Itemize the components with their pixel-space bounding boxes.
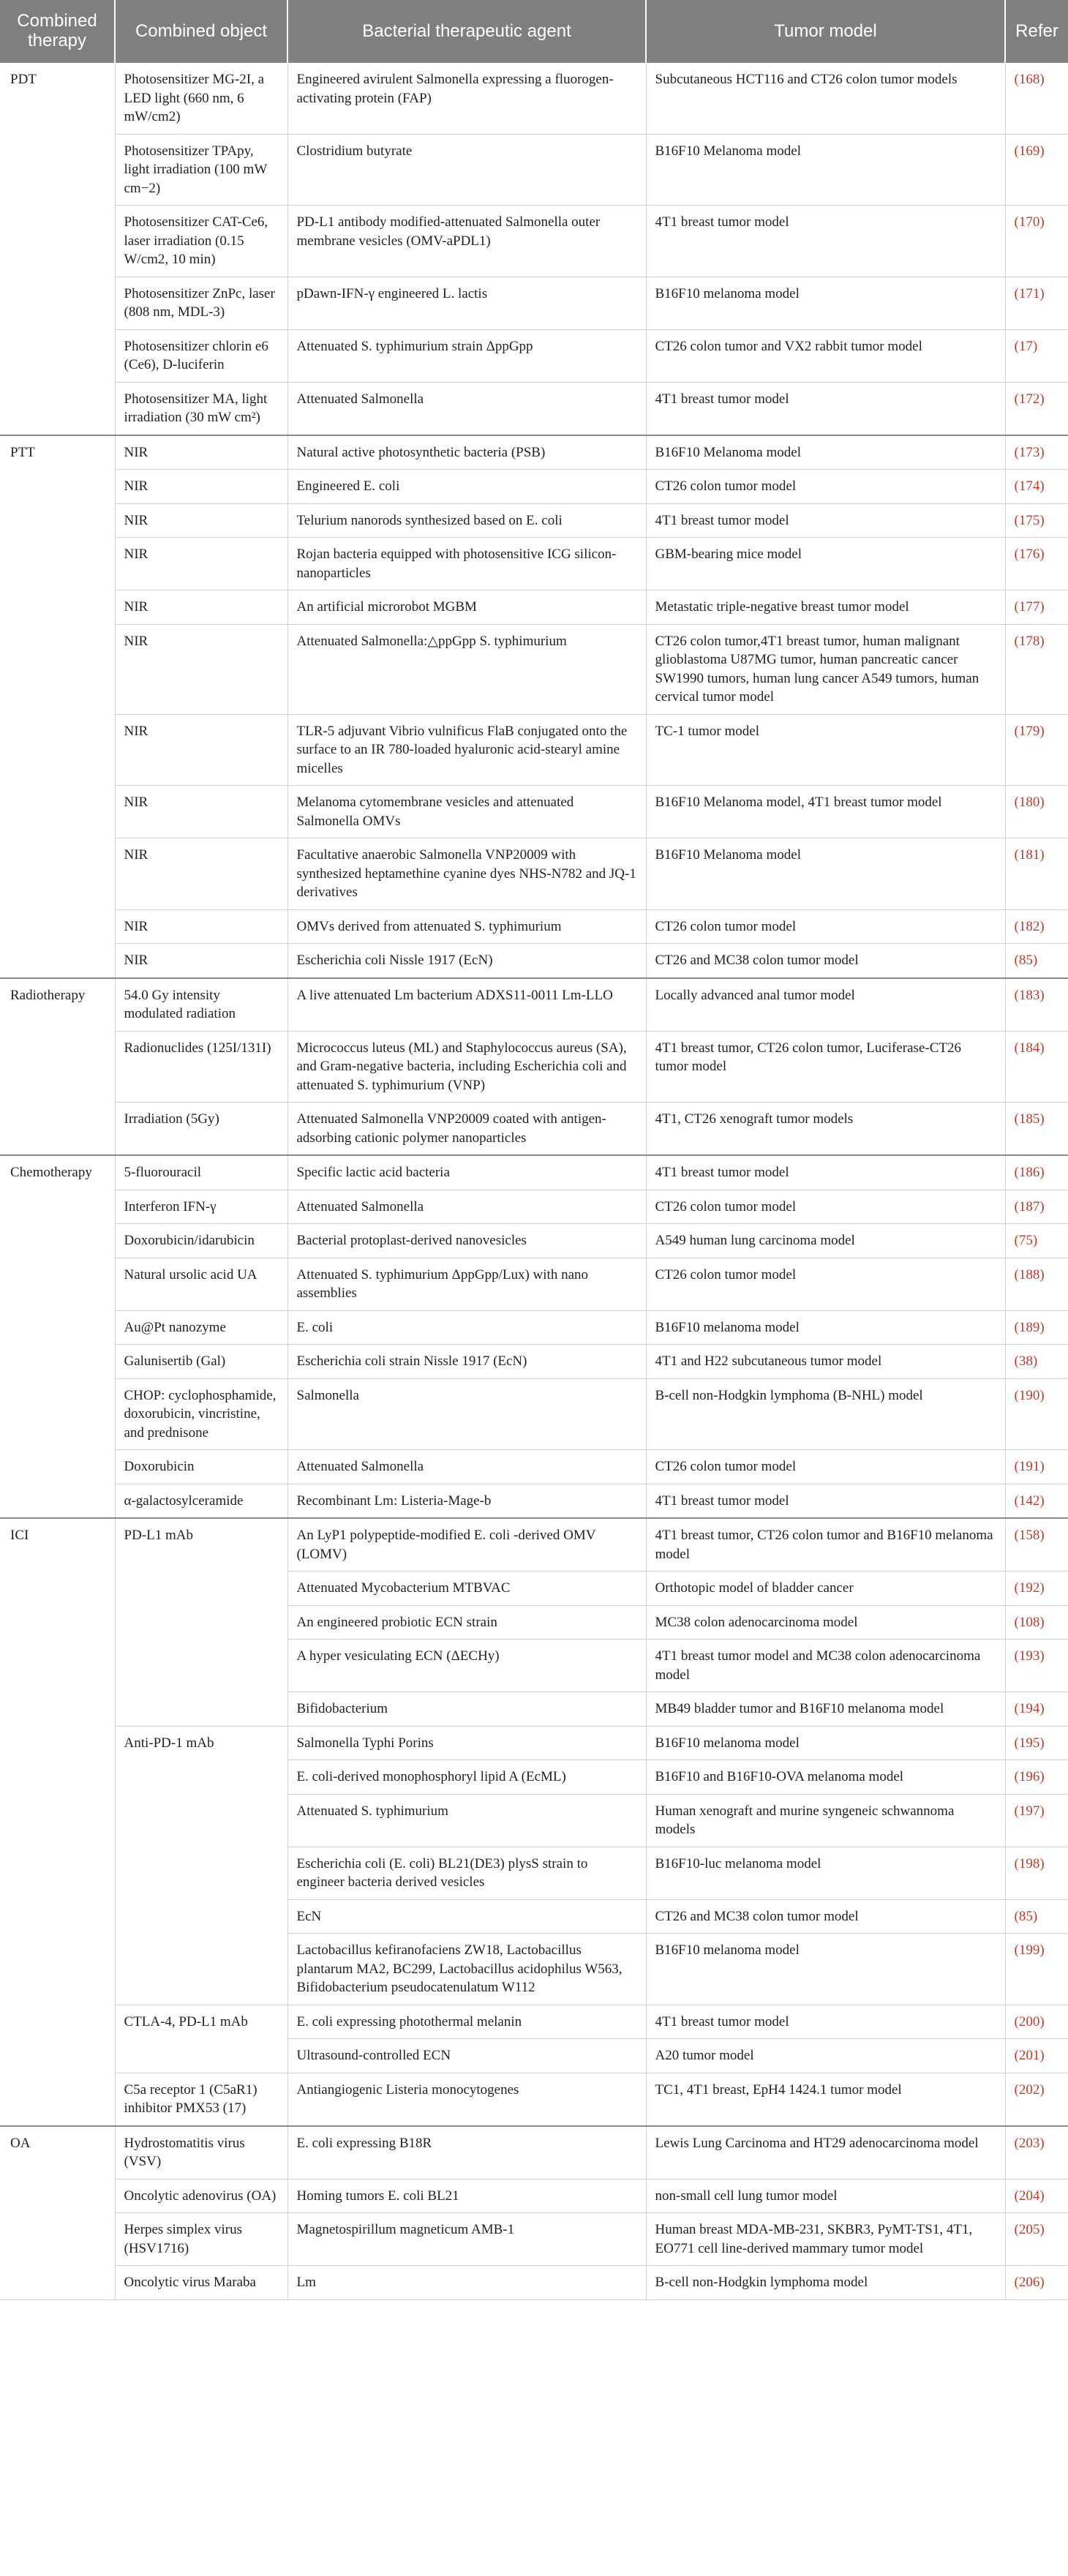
tumor-model-cell: A549 human lung carcinoma model <box>646 1224 1005 1258</box>
bacterial-agent-cell: Facultative anaerobic Salmonella VNP20009 with synthesized heptamethine cyanine dyes NHS-N782 and JQ-1 derivatives <box>287 838 646 910</box>
combined-object-cell: Oncolytic virus Maraba <box>115 2266 287 2300</box>
combined-object-cell: 5-fluorouracil <box>115 1155 287 1190</box>
bacterial-agent-cell: Attenuated Salmonella <box>287 382 646 435</box>
reference-link[interactable]: (198) <box>1005 1847 1068 1899</box>
bacterial-agent-cell: Attenuated Salmonella VNP20009 coated with antigen-adsorbing cationic polymer nanoparticles <box>287 1103 646 1156</box>
bacterial-agent-cell: Bifidobacterium <box>287 1692 646 1727</box>
combined-object-cell: NIR <box>115 786 287 838</box>
table-row <box>0 786 1068 838</box>
combined-therapy-cell: ICI <box>0 1518 115 2126</box>
header-tumor-model: Tumor model <box>646 0 1005 62</box>
combined-object-cell: Photosensitizer ZnPc, laser (808 nm, MDL-3) <box>115 277 287 329</box>
bacterial-agent-cell: Magnetospirillum magneticum AMB-1 <box>287 2213 646 2266</box>
bacterial-agent-cell: Recombinant Lm: Listeria-Mage-b <box>287 1484 646 1518</box>
tumor-model-cell: Subcutaneous HCT116 and CT26 colon tumor models <box>646 62 1005 134</box>
table-row <box>0 909 1068 944</box>
combined-object-cell: PD-L1 mAb <box>115 1518 287 1726</box>
bacterial-agent-cell: Specific lactic acid bacteria <box>287 1155 646 1190</box>
bacterial-agent-cell: Salmonella Typhi Porins <box>287 1726 646 1760</box>
combined-object-cell: Irradiation (5Gy) <box>115 1103 287 1156</box>
reference-link[interactable]: (188) <box>1005 1258 1068 1310</box>
table-row <box>0 2005 1068 2039</box>
bacterial-agent-cell: Escherichia coli Nissle 1917 (EcN) <box>287 944 646 978</box>
reference-link[interactable]: (195) <box>1005 1726 1068 1760</box>
bacterial-agent-cell: Micrococcus luteus (ML) and Staphylococcus aureus (SA), and Gram-negative bacteria, including Escherichia coli and attenuated S. typhimurium (VNP) <box>287 1031 646 1103</box>
combined-object-cell: Photosensitizer TPApy, light irradiation (100 mW cm−2) <box>115 134 287 206</box>
bacterial-agent-cell: A live attenuated Lm bacterium ADXS11-0011 Lm-LLO <box>287 978 646 1032</box>
tumor-model-cell: Metastatic triple-negative breast tumor model <box>646 590 1005 625</box>
tumor-model-cell: CT26 colon tumor model <box>646 1190 1005 1224</box>
tumor-model-cell: 4T1 breast tumor model and MC38 colon adenocarcinoma model <box>646 1640 1005 1692</box>
bacterial-agent-cell: Bacterial protoplast-derived nanovesicles <box>287 1224 646 1258</box>
bacterial-agent-cell: Homing tumors E. coli BL21 <box>287 2179 646 2213</box>
table-row <box>0 538 1068 590</box>
tumor-model-cell: MC38 colon adenocarcinoma model <box>646 1605 1005 1640</box>
bacterial-agent-cell: Attenuated Mycobacterium MTBVAC <box>287 1571 646 1606</box>
bacterial-agent-cell: Attenuated S. typhimurium strain ΔppGpp <box>287 329 646 382</box>
tumor-model-cell: 4T1 and H22 subcutaneous tumor model <box>646 1345 1005 1379</box>
tumor-model-cell: CT26 and MC38 colon tumor model <box>646 1899 1005 1934</box>
combined-object-cell: Radionuclides (125I/131I) <box>115 1031 287 1103</box>
bacterial-agent-cell: A hyper vesiculating ECN (ΔECHy) <box>287 1640 646 1692</box>
bacterial-agent-cell: Natural active photosynthetic bacteria (PSB) <box>287 435 646 470</box>
combined-object-cell: Anti-PD-1 mAb <box>115 1726 287 2005</box>
reference-link[interactable]: (194) <box>1005 1692 1068 1727</box>
combined-object-cell: α-galactosylceramide <box>115 1484 287 1518</box>
tumor-model-cell: B16F10-luc melanoma model <box>646 1847 1005 1899</box>
combined-object-cell: Photosensitizer MG-2I, a LED light (660 nm, 6 mW/cm2) <box>115 62 287 134</box>
combined-object-cell: Photosensitizer MA, light irradiation (30 mW cm²) <box>115 382 287 435</box>
combined-object-cell: NIR <box>115 503 287 538</box>
combined-object-cell: Doxorubicin/idarubicin <box>115 1224 287 1258</box>
bacterial-agent-cell: Engineered avirulent Salmonella expressing a fluorogen-activating protein (FAP) <box>287 62 646 134</box>
tumor-model-cell: B16F10 Melanoma model <box>646 435 1005 470</box>
tumor-model-cell: non-small cell lung tumor model <box>646 2179 1005 2213</box>
reference-link[interactable]: (193) <box>1005 1640 1068 1692</box>
table-row <box>0 329 1068 382</box>
bacterial-agent-cell: E. coli <box>287 1310 646 1345</box>
table-row <box>0 1450 1068 1484</box>
reference-link[interactable]: (186) <box>1005 1155 1068 1190</box>
bacterial-agent-cell: Antiangiogenic Listeria monocytogenes <box>287 2073 646 2126</box>
reference-link[interactable]: (177) <box>1005 590 1068 625</box>
reference-link[interactable]: (202) <box>1005 2073 1068 2126</box>
reference-link[interactable]: (199) <box>1005 1934 1068 2005</box>
table-row <box>0 1224 1068 1258</box>
reference-link[interactable]: (85) <box>1005 944 1068 978</box>
table-row <box>0 1258 1068 1310</box>
reference-link[interactable]: (75) <box>1005 1224 1068 1258</box>
reference-link[interactable]: (182) <box>1005 909 1068 944</box>
table-row <box>0 1518 1068 1571</box>
combined-object-cell: Herpes simplex virus (HSV1716) <box>115 2213 287 2266</box>
combined-object-cell: Au@Pt nanozyme <box>115 1310 287 1345</box>
table-row <box>0 624 1068 714</box>
reference-link[interactable]: (183) <box>1005 978 1068 1032</box>
tumor-model-cell: 4T1 breast tumor model <box>646 2005 1005 2039</box>
tumor-model-cell: 4T1, CT26 xenograft tumor models <box>646 1103 1005 1156</box>
reference-link[interactable]: (197) <box>1005 1794 1068 1847</box>
table-row <box>0 206 1068 277</box>
tumor-model-cell: 4T1 breast tumor model <box>646 1484 1005 1518</box>
reference-link[interactable]: (108) <box>1005 1605 1068 1640</box>
reference-link[interactable]: (176) <box>1005 538 1068 590</box>
table-row <box>0 1378 1068 1450</box>
bacterial-agent-cell: E. coli-derived monophosphoryl lipid A (EcML) <box>287 1760 646 1795</box>
reference-link[interactable]: (192) <box>1005 1571 1068 1606</box>
tumor-model-cell: Orthotopic model of bladder cancer <box>646 1571 1005 1606</box>
bacterial-agent-cell: Telurium nanorods synthesized based on E. coli <box>287 503 646 538</box>
bacterial-agent-cell: pDawn-IFN-γ engineered L. lactis <box>287 277 646 329</box>
table-row <box>0 1155 1068 1190</box>
reference-link[interactable]: (85) <box>1005 1899 1068 1934</box>
tumor-model-cell: 4T1 breast tumor model <box>646 503 1005 538</box>
bacterial-agent-cell: An LyP1 polypeptide-modified E. coli -derived OMV (LOMV) <box>287 1518 646 1571</box>
combined-object-cell: NIR <box>115 538 287 590</box>
bacterial-agent-cell: Lm <box>287 2266 646 2300</box>
reference-link[interactable]: (206) <box>1005 2266 1068 2300</box>
bacterial-agent-cell: Attenuated S. typhimurium ΔppGpp/Lux) with nano assemblies <box>287 1258 646 1310</box>
combined-therapy-cell: PDT <box>0 62 115 435</box>
header-refer: Refer <box>1005 0 1068 62</box>
combined-therapy-cell: PTT <box>0 435 115 978</box>
reference-link[interactable]: (174) <box>1005 470 1068 504</box>
tumor-model-cell: Locally advanced anal tumor model <box>646 978 1005 1032</box>
reference-link[interactable]: (172) <box>1005 382 1068 435</box>
bacterial-agent-cell: Clostridium butyrate <box>287 134 646 206</box>
combined-object-cell: NIR <box>115 944 287 978</box>
tumor-model-cell: CT26 colon tumor model <box>646 470 1005 504</box>
tumor-model-cell: TC-1 tumor model <box>646 714 1005 786</box>
reference-link[interactable]: (185) <box>1005 1103 1068 1156</box>
reference-link[interactable]: (180) <box>1005 786 1068 838</box>
table-row <box>0 838 1068 910</box>
bacterial-agent-cell: PD-L1 antibody modified-attenuated Salmonella outer membrane vesicles (OMV-aPDL1) <box>287 206 646 277</box>
bacterial-agent-cell: Ultrasound-controlled ECN <box>287 2039 646 2073</box>
bacterial-agent-cell: Attenuated Salmonella <box>287 1450 646 1484</box>
table-row <box>0 2126 1068 2179</box>
table-row <box>0 2213 1068 2266</box>
table-row <box>0 382 1068 435</box>
table-row <box>0 978 1068 1032</box>
table-row <box>0 714 1068 786</box>
combined-object-cell: Interferon IFN-γ <box>115 1190 287 1224</box>
table-row <box>0 2266 1068 2300</box>
tumor-model-cell: MB49 bladder tumor and B16F10 melanoma model <box>646 1692 1005 1727</box>
tumor-model-cell: CT26 colon tumor model <box>646 1450 1005 1484</box>
bacterial-agent-cell: Engineered E. coli <box>287 470 646 504</box>
bacterial-agent-cell: Attenuated Salmonella:△ppGpp S. typhimurium <box>287 624 646 714</box>
reference-link[interactable]: (179) <box>1005 714 1068 786</box>
combined-object-cell: Hydrostomatitis virus (VSV) <box>115 2126 287 2179</box>
bacterial-agent-cell: E. coli expressing B18R <box>287 2126 646 2179</box>
combined-object-cell: C5a receptor 1 (C5aR1) inhibitor PMX53 (17) <box>115 2073 287 2126</box>
header-combined-object: Combined object <box>115 0 287 62</box>
table-row <box>0 2179 1068 2213</box>
reference-link[interactable]: (171) <box>1005 277 1068 329</box>
header-bacterial-agent: Bacterial therapeutic agent <box>287 0 646 62</box>
table-row <box>0 470 1068 504</box>
tumor-model-cell: B16F10 Melanoma model <box>646 134 1005 206</box>
bacterial-agent-cell: Escherichia coli (E. coli) BL21(DE3) plysS strain to engineer bacteria derived vesicles <box>287 1847 646 1899</box>
tumor-model-cell: B16F10 melanoma model <box>646 1934 1005 2005</box>
combined-object-cell: NIR <box>115 470 287 504</box>
table-row <box>0 62 1068 134</box>
reference-link[interactable]: (169) <box>1005 134 1068 206</box>
bacterial-agent-cell: Lactobacillus kefiranofaciens ZW18, Lactobacillus plantarum MA2, BC299, Lactobacillus acidophilus W563, Bifidobacterium pseudocatenulatum W112 <box>287 1934 646 2005</box>
table-row <box>0 277 1068 329</box>
combined-object-cell: NIR <box>115 590 287 625</box>
tumor-model-cell: CT26 colon tumor,4T1 breast tumor, human malignant glioblastoma U87MG tumor, human pancreatic cancer SW1990 tumors, human lung cancer A549 tumors, human cervical tumor model <box>646 624 1005 714</box>
bacterial-agent-cell: EcN <box>287 1899 646 1934</box>
bacterial-agent-cell: An engineered probiotic ECN strain <box>287 1605 646 1640</box>
combined-object-cell: NIR <box>115 624 287 714</box>
reference-link[interactable]: (189) <box>1005 1310 1068 1345</box>
tumor-model-cell: B-cell non-Hodgkin lymphoma model <box>646 2266 1005 2300</box>
header-combined-therapy: Combined therapy <box>0 0 115 62</box>
table-row <box>0 1190 1068 1224</box>
combined-object-cell: Photosensitizer chlorin e6 (Ce6), D-luciferin <box>115 329 287 382</box>
table-row <box>0 435 1068 470</box>
reference-link[interactable]: (205) <box>1005 2213 1068 2266</box>
tumor-model-cell: CT26 and MC38 colon tumor model <box>646 944 1005 978</box>
reference-link[interactable]: (204) <box>1005 2179 1068 2213</box>
bacterial-agent-cell: Rojan bacteria equipped with photosensitive ICG silicon-nanoparticles <box>287 538 646 590</box>
table-row <box>0 1726 1068 1760</box>
table-row <box>0 944 1068 978</box>
combined-object-cell: Photosensitizer CAT-Ce6, laser irradiation (0.15 W/cm2, 10 min) <box>115 206 287 277</box>
combined-object-cell: NIR <box>115 714 287 786</box>
tumor-model-cell: B16F10 Melanoma model <box>646 838 1005 910</box>
tumor-model-cell: CT26 colon tumor and VX2 rabbit tumor model <box>646 329 1005 382</box>
combined-object-cell: NIR <box>115 435 287 470</box>
bacterial-agent-cell: Attenuated S. typhimurium <box>287 1794 646 1847</box>
combined-object-cell: CHOP: cyclophosphamide, doxorubicin, vincristine, and prednisone <box>115 1378 287 1450</box>
combined-object-cell: NIR <box>115 909 287 944</box>
table-row <box>0 503 1068 538</box>
tumor-model-cell: A20 tumor model <box>646 2039 1005 2073</box>
combined-therapy-cell: Radiotherapy <box>0 978 115 1156</box>
reference-link[interactable]: (158) <box>1005 1518 1068 1571</box>
combined-therapy-cell: Chemotherapy <box>0 1155 115 1518</box>
reference-link[interactable]: (191) <box>1005 1450 1068 1484</box>
reference-link[interactable]: (196) <box>1005 1760 1068 1795</box>
combined-object-cell: NIR <box>115 838 287 910</box>
reference-link[interactable]: (184) <box>1005 1031 1068 1103</box>
reference-link[interactable]: (170) <box>1005 206 1068 277</box>
reference-link[interactable]: (187) <box>1005 1190 1068 1224</box>
tumor-model-cell: B16F10 and B16F10-OVA melanoma model <box>646 1760 1005 1795</box>
tumor-model-cell: Human breast MDA-MB-231, SKBR3, PyMT-TS1, 4T1, EO771 cell line-derived mammary tumor model <box>646 2213 1005 2266</box>
tumor-model-cell: 4T1 breast tumor model <box>646 1155 1005 1190</box>
tumor-model-cell: TC1, 4T1 breast, EpH4 1424.1 tumor model <box>646 2073 1005 2126</box>
combined-object-cell: Oncolytic adenovirus (OA) <box>115 2179 287 2213</box>
bacterial-agent-cell: E. coli expressing photothermal melanin <box>287 2005 646 2039</box>
tumor-model-cell: CT26 colon tumor model <box>646 1258 1005 1310</box>
tumor-model-cell: Human xenograft and murine syngeneic schwannoma models <box>646 1794 1005 1847</box>
bacterial-agent-cell: TLR-5 adjuvant Vibrio vulnificus FlaB conjugated onto the surface to an IR 780-loaded hyaluronic acid-stearyl amine micelles <box>287 714 646 786</box>
reference-link[interactable]: (168) <box>1005 62 1068 134</box>
reference-link[interactable]: (178) <box>1005 624 1068 714</box>
tumor-model-cell: 4T1 breast tumor, CT26 colon tumor, Luciferase-CT26 tumor model <box>646 1031 1005 1103</box>
combined-object-cell: CTLA-4, PD-L1 mAb <box>115 2005 287 2073</box>
bacterial-agent-cell: OMVs derived from attenuated S. typhimurium <box>287 909 646 944</box>
tumor-model-cell: B-cell non-Hodgkin lymphoma (B-NHL) model <box>646 1378 1005 1450</box>
tumor-model-cell: GBM-bearing mice model <box>646 538 1005 590</box>
tumor-model-cell: 4T1 breast tumor, CT26 colon tumor and B16F10 melanoma model <box>646 1518 1005 1571</box>
bacterial-agent-cell: Melanoma cytomembrane vesicles and attenuated Salmonella OMVs <box>287 786 646 838</box>
combined-object-cell: Galunisertib (Gal) <box>115 1345 287 1379</box>
table-row <box>0 2073 1068 2126</box>
reference-link[interactable]: (175) <box>1005 503 1068 538</box>
tumor-model-cell: 4T1 breast tumor model <box>646 206 1005 277</box>
reference-link[interactable]: (38) <box>1005 1345 1068 1379</box>
combined-object-cell: Doxorubicin <box>115 1450 287 1484</box>
bacterial-agent-cell: An artificial microrobot MGBM <box>287 590 646 625</box>
combined-object-cell: Natural ursolic acid UA <box>115 1258 287 1310</box>
table-row <box>0 134 1068 206</box>
tumor-model-cell: B16F10 melanoma model <box>646 277 1005 329</box>
bacterial-agent-cell: Escherichia coli strain Nissle 1917 (EcN) <box>287 1345 646 1379</box>
tumor-model-cell: CT26 colon tumor model <box>646 909 1005 944</box>
combined-therapy-cell: OA <box>0 2126 115 2300</box>
reference-link[interactable]: (142) <box>1005 1484 1068 1518</box>
reference-link[interactable]: (17) <box>1005 329 1068 382</box>
combined-object-cell: 54.0 Gy intensity modulated radiation <box>115 978 287 1032</box>
table-row <box>0 1345 1068 1379</box>
table-row <box>0 1484 1068 1518</box>
reference-link[interactable]: (200) <box>1005 2005 1068 2039</box>
reference-link[interactable]: (190) <box>1005 1378 1068 1450</box>
table-row <box>0 590 1068 625</box>
table-row <box>0 1103 1068 1156</box>
reference-link[interactable]: (201) <box>1005 2039 1068 2073</box>
bacterial-agent-cell: Attenuated Salmonella <box>287 1190 646 1224</box>
header-row <box>0 0 1068 62</box>
tumor-model-cell: 4T1 breast tumor model <box>646 382 1005 435</box>
tumor-model-cell: B16F10 melanoma model <box>646 1726 1005 1760</box>
reference-link[interactable]: (173) <box>1005 435 1068 470</box>
table-row <box>0 1031 1068 1103</box>
tumor-model-cell: B16F10 Melanoma model, 4T1 breast tumor model <box>646 786 1005 838</box>
table-row <box>0 1310 1068 1345</box>
reference-link[interactable]: (203) <box>1005 2126 1068 2179</box>
reference-link[interactable]: (181) <box>1005 838 1068 910</box>
bacterial-agent-cell: Salmonella <box>287 1378 646 1450</box>
tumor-model-cell: Lewis Lung Carcinoma and HT29 adenocarcinoma model <box>646 2126 1005 2179</box>
tumor-model-cell: B16F10 melanoma model <box>646 1310 1005 1345</box>
